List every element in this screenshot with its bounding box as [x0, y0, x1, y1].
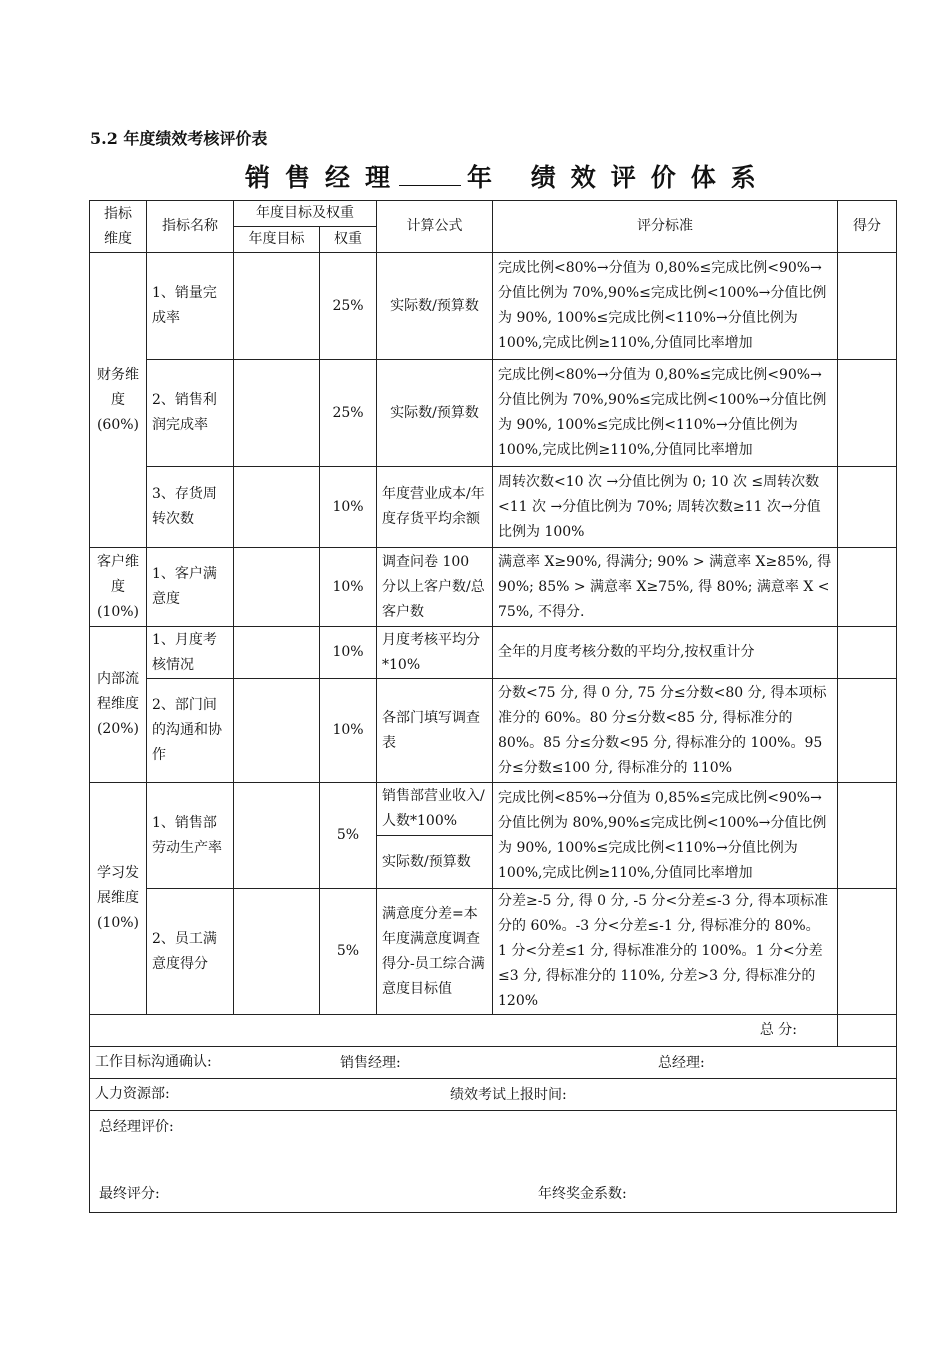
header-dimension: 指标维度 — [90, 201, 147, 253]
dimension-learning: 学习发展维度(10%) — [90, 783, 147, 1015]
annual-target-cell — [234, 889, 320, 1015]
hr-label: 人力资源部: — [95, 1086, 170, 1102]
dimension-customer: 客户维度(10%) — [90, 548, 147, 627]
metric-name: 1、销量完成率 — [147, 253, 234, 360]
standard-cell: 分差≥-5 分, 得 0 分, -5 分<分差≤-3 分, 得本项标准分的 60%。-3 分<分差≤-1 分, 得标准分的 80%。 1 分<分差≤1 分, 得标准准分的 100%。1 分<分差≤3 分, 得标准分的 110%, 分差>3 分, 得标准分的 120% — [493, 889, 838, 1015]
metric-name: 2、员工满意度得分 — [147, 889, 234, 1015]
score-cell — [838, 679, 897, 783]
weight-cell: 10% — [320, 548, 377, 627]
standard-cell: 完成比例<85%→分值为 0,85%≤完成比例<90%→分值比例为 80%,90%≤完成比例<100%→分值比例为 90%, 100%≤完成比例<110%→分值比例为 100%,完成比例≥110%,分值同比率增加 — [493, 783, 838, 889]
annual-target-cell — [234, 467, 320, 548]
gm-review-label: 总经理评价: — [99, 1119, 174, 1135]
score-cell — [838, 627, 897, 679]
annual-target-cell — [234, 627, 320, 679]
score-cell — [838, 467, 897, 548]
general-manager-label: 总经理: — [658, 1055, 705, 1071]
metric-name: 2、部门间的沟通和协作 — [147, 679, 234, 783]
formula-cell: 实际数/预算数 — [377, 836, 493, 889]
final-score-label: 最终评分: — [99, 1186, 160, 1202]
standard-cell: 全年的月度考核分数的平均分,按权重计分 — [493, 627, 838, 679]
metric-name: 3、存货周转次数 — [147, 467, 234, 548]
score-cell — [838, 360, 897, 467]
metric-name: 2、销售利润完成率 — [147, 360, 234, 467]
sales-manager-label: 销售经理: — [340, 1055, 401, 1071]
header-weight: 权重 — [320, 227, 377, 253]
dimension-finance: 财务维度(60%) — [90, 253, 147, 548]
dimension-process: 内部流程维度(20%) — [90, 627, 147, 783]
annual-target-cell — [234, 783, 320, 889]
section-title: 5.2 年度绩效考核评价表 — [90, 129, 268, 148]
metric-name: 1、销售部劳动生产率 — [147, 783, 234, 889]
weight-cell: 5% — [320, 783, 377, 889]
evaluation-table — [89, 200, 897, 1213]
weight-cell: 25% — [320, 253, 377, 360]
main-title-left: 销售经理 — [245, 163, 406, 192]
weight-cell: 10% — [320, 679, 377, 783]
score-cell — [838, 253, 897, 360]
weight-cell: 10% — [320, 627, 377, 679]
year-blank-line — [399, 163, 461, 186]
confirm-label: 工作目标沟通确认: — [95, 1054, 212, 1070]
main-title — [245, 158, 771, 194]
standard-cell: 周转次数<10 次 →分值比例为 0; 10 次 ≤周转次数<11 次 →分值比例为 70%; 周转次数≥11 次→分值比例为 100% — [493, 467, 838, 548]
header-annual-target: 年度目标 — [234, 227, 320, 253]
header-standard: 评分标准 — [493, 201, 838, 253]
standard-cell: 满意率 X≥90%, 得满分; 90% > 满意率 X≥85%, 得 90%; 85% > 满意率 X≥75%, 得 80%; 满意率 X < 75%, 不得分. — [493, 548, 838, 627]
confirm-row — [90, 1047, 897, 1079]
formula-cell: 调查问卷 100 分以上客户数/总客户数 — [377, 548, 493, 627]
gm-review-row — [90, 1111, 897, 1213]
metric-name: 1、月度考核情况 — [147, 627, 234, 679]
weight-cell: 25% — [320, 360, 377, 467]
hr-row — [90, 1079, 897, 1111]
annual-target-cell — [234, 548, 320, 627]
annual-target-cell — [234, 253, 320, 360]
formula-cell: 年度营业成本/年度存货平均余额 — [377, 467, 493, 548]
score-cell — [838, 783, 897, 889]
header-name: 指标名称 — [147, 201, 234, 253]
standard-cell: 完成比例<80%→分值为 0,80%≤完成比例<90%→分值比例为 70%,90%≤完成比例<100%→分值比例为 90%, 100%≤完成比例<110%→分值比例为 100%,完成比例≥110%,分值同比率增加 — [493, 253, 838, 360]
formula-cell: 月度考核平均分*10% — [377, 627, 493, 679]
header-target-weight: 年度目标及权重 — [234, 201, 377, 227]
formula-cell: 销售部营业收入/人数*100% — [377, 783, 493, 836]
formula-cell: 满意度分差=本年度满意度调查得分-员工综合满意度目标值 — [377, 889, 493, 1015]
main-title-right: 年 绩效评价体系 — [467, 163, 771, 192]
annual-target-cell — [234, 679, 320, 783]
score-cell — [838, 889, 897, 1015]
metric-name: 1、客户满意度 — [147, 548, 234, 627]
weight-cell: 5% — [320, 889, 377, 1015]
header-formula: 计算公式 — [377, 201, 493, 253]
score-cell — [838, 548, 897, 627]
total-score-cell — [838, 1015, 897, 1047]
total-label: 总 分: — [90, 1015, 838, 1047]
standard-cell: 完成比例<80%→分值为 0,80%≤完成比例<90%→分值比例为 70%,90%≤完成比例<100%→分值比例为 90%, 100%≤完成比例<110%→分值比例为 100%,完成比例≥110%,分值同比率增加 — [493, 360, 838, 467]
formula-cell: 实际数/预算数 — [377, 253, 493, 360]
weight-cell: 10% — [320, 467, 377, 548]
standard-cell: 分数<75 分, 得 0 分, 75 分≤分数<80 分, 得本项标准分的 60%。80 分≤分数<85 分, 得标准分的 80%。85 分≤分数<95 分, 得标准分的 100%。95 分≤分数≤100 分, 得标准分的 110% — [493, 679, 838, 783]
formula-cell: 各部门填写调查表 — [377, 679, 493, 783]
header-score: 得分 — [838, 201, 897, 253]
formula-cell: 实际数/预算数 — [377, 360, 493, 467]
report-time-label: 绩效考试上报时间: — [450, 1087, 567, 1103]
annual-target-cell — [234, 360, 320, 467]
bonus-label: 年终奖金系数: — [538, 1186, 627, 1202]
